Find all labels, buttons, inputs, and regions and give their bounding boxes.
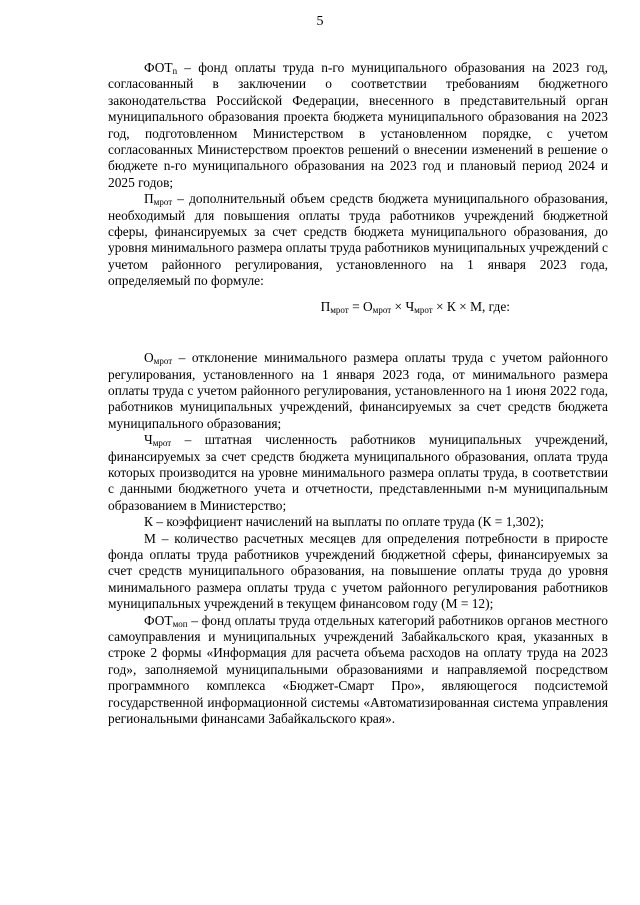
term-definition: – дополнительный объем средств бюджета муниципального образования, необходимый для повышения оплаты труда работников учреждений бюджетной сферы, финансируемых за счет средств бюджета муниципального образования, до уровня минимального размера оплаты труда работников муниципальных учреждений с учетом районного регулирования, установленного на 1 января 2023 года, определяемый по формуле: (108, 191, 608, 289)
term-subscript: n (172, 66, 178, 76)
definition-fot-n (108, 60, 608, 191)
definition-fot-mop (108, 613, 608, 728)
formula-lhs-subscript: мрот (330, 304, 349, 315)
term-definition: – штатная численность работников муниципальных учреждений, финансируемых за счет средств бюджета муниципального образования, оплата труда которых производится на уровне минимального размера оплаты труда, в соответствии с данными бюджетного учета и отчетности, представленными n-м муниципальным образованием в Министерство; (108, 432, 608, 513)
definition-k (108, 514, 608, 530)
formula-term-ch-subscript: мрот (414, 304, 433, 315)
formula-lhs: П (320, 298, 331, 314)
document-body (108, 60, 608, 727)
term-definition: – коэффициент начислений на выплаты по оплате труда (К = 1,302); (152, 514, 544, 530)
formula-tail: × К × М, где: (432, 298, 510, 314)
definition-ch-mrot (108, 432, 608, 514)
term-subscript: мрот (153, 356, 173, 367)
term-symbol: П (144, 191, 154, 207)
formula-spacer (108, 315, 608, 350)
definition-p-mrot (108, 191, 608, 289)
term-subscript: мрот (152, 438, 172, 449)
formula-equals: = (348, 298, 363, 314)
definition-o-mrot (108, 350, 608, 432)
term-symbol: ФОТ (144, 60, 173, 75)
formula-term-o-subscript: мрот (372, 304, 392, 315)
term-symbol: М (144, 530, 156, 546)
term-subscript: мрот (153, 197, 173, 208)
term-definition: – фонд оплаты труда n-го муниципального образования на 2023 год, согласованный в заключении о соответствии требованиям бюджетного законодательства Российской Федерации, внесенного в представительный орган муниципального образования проекта бюджета муниципального образования на 2023 год, подготовленном Министерством в установленном порядке, с учетом согласованных Министерством проектов решений о внесении изменений в решение о бюджете n-го муниципального образования на 2023 год и плановый период 2024 и 2025 годов; (108, 60, 608, 190)
page-number: 5 (316, 14, 324, 29)
term-definition: – отклонение минимального размера оплаты труда с учетом районного регулирования, установленного на 1 января 2023 года, от минимального размера оплаты труда с учетом районного регулирования, установленного на 1 июня 2022 года, работников муниципальных учреждений, финансируемых за счет средств бюджета муниципального образования; (108, 350, 608, 431)
term-definition: – фонд оплаты труда отдельных категорий работников органов местного самоуправления и муниципальных учреждений Забайкальского края, указанных в строке 2 формы «Информация для расчета объема расходов на оплату труда на 2023 год», заполняемой муниципальными образованиями и направляемой посредством программного комплекса «Бюджет-Смарт Про», являющегося подсистемой государственной информационной системы «Автоматизированная система управления региональными финансами Забайкальского края». (108, 612, 608, 727)
formula (108, 299, 608, 315)
formula-term-o: О (363, 298, 373, 314)
term-symbol: ФОТ (144, 612, 173, 628)
term-symbol: О (144, 350, 154, 366)
term-symbol: К (144, 514, 153, 530)
formula-term-ch: Ч (405, 298, 415, 314)
term-definition: – количество расчетных месяцев для определения потребности в приросте фонда оплаты труда работников учреждений бюджетной сферы, финансируемых за счет средств муниципального образования, на повышение оплаты труда до уровня минимального размера оплаты труда с учетом районного регулирования работников муниципальных учреждений в текущем финансовом году (М = 12); (108, 530, 608, 612)
formula-times: × (391, 298, 406, 314)
term-subscript: моп (172, 618, 188, 629)
term-symbol: Ч (144, 432, 153, 448)
definition-m (108, 531, 608, 613)
